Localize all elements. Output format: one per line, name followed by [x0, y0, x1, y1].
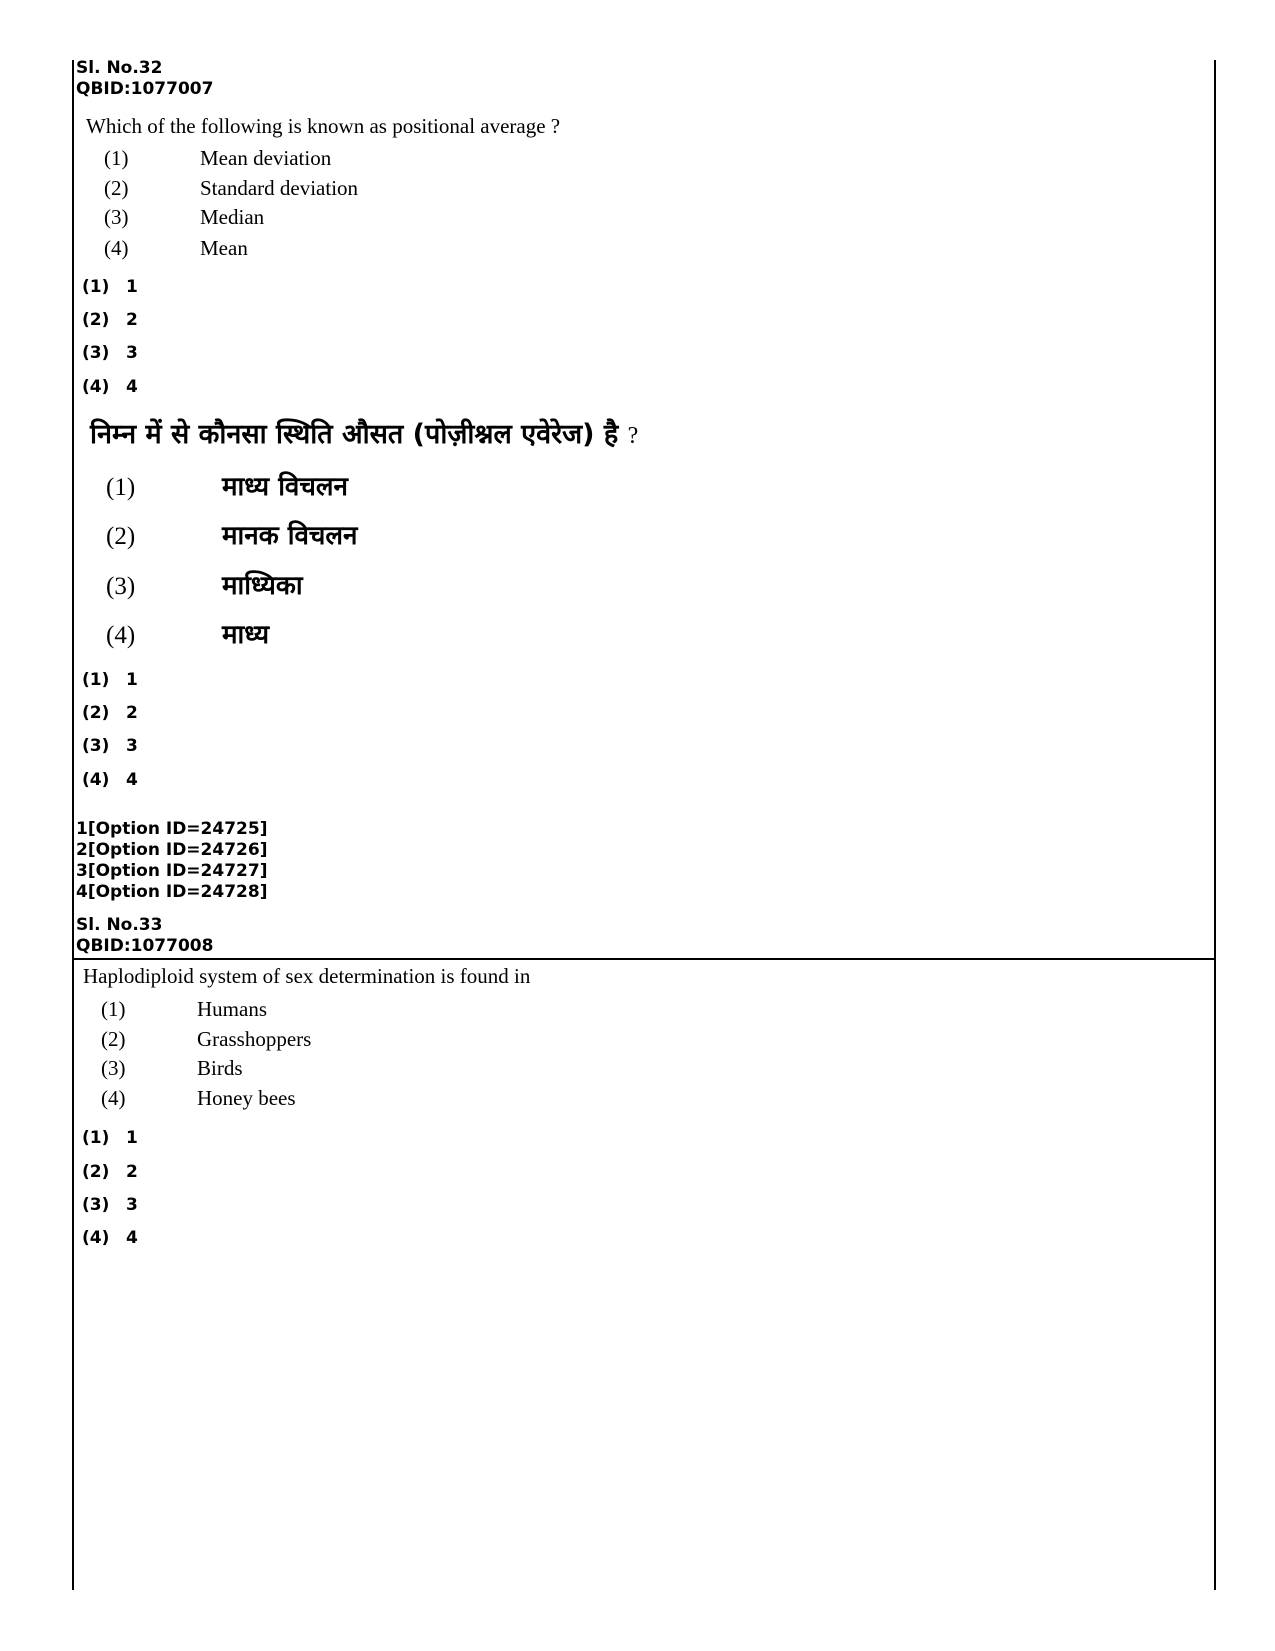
answer-number: (2)	[82, 310, 110, 330]
option-number: (2)	[104, 176, 129, 200]
answer-number: (1)	[82, 1128, 110, 1148]
answer-number: (4)	[82, 377, 110, 397]
answer-value: 4	[126, 1228, 138, 1248]
answer-value: 3	[126, 1195, 138, 1215]
option-text: Birds	[197, 1056, 243, 1080]
option-number: (3)	[106, 573, 136, 600]
option-id-3: 3[Option ID=24727]	[76, 861, 268, 881]
option-text: माध्य विचलन	[222, 472, 348, 502]
q32-option-en-1	[104, 145, 331, 171]
q33-answer-en-3	[82, 1195, 138, 1216]
option-number: (1)	[101, 997, 126, 1021]
option-id-4: 4[Option ID=24728]	[76, 882, 268, 902]
q32-answer-en-4	[82, 377, 138, 398]
answer-value: 1	[126, 277, 138, 297]
answer-value: 3	[126, 736, 138, 756]
answer-number: (4)	[82, 1228, 110, 1248]
option-text: Mean deviation	[200, 146, 332, 170]
q32-option-hi-4	[106, 619, 269, 652]
q32-qbid: QBID:1077007	[76, 79, 214, 99]
answer-number: (2)	[82, 1162, 110, 1182]
option-number: (4)	[106, 622, 136, 649]
q33-option-en-4	[101, 1085, 296, 1111]
q33-option-en-1	[101, 996, 267, 1022]
q33-qbid: QBID:1077008	[76, 936, 214, 956]
q32-option-en-3	[104, 204, 264, 230]
option-text: Standard deviation	[200, 176, 359, 200]
q32-option-en-2	[104, 175, 358, 201]
option-number: (1)	[104, 146, 129, 170]
option-number: (3)	[104, 205, 129, 229]
q32-answer-hi-2	[82, 703, 138, 724]
option-text: माध्य	[222, 620, 270, 650]
q32-option-hi-2	[106, 520, 358, 553]
q32-option-hi-3	[106, 570, 303, 603]
option-number: (4)	[101, 1086, 126, 1110]
option-text: Honey bees	[197, 1086, 296, 1110]
option-number: (1)	[106, 474, 136, 501]
option-number: (3)	[101, 1056, 126, 1080]
option-id-1: 1[Option ID=24725]	[76, 819, 268, 839]
option-text: माध्यिका	[222, 571, 303, 601]
question-hi-text: निम्न में से कौनसा स्थिति औसत (पोज़ीश्नल एवेरेज) है	[90, 419, 619, 450]
question-divider	[74, 958, 1214, 960]
option-text: Mean	[200, 236, 248, 260]
q33-answer-en-2	[82, 1162, 138, 1183]
answer-value: 4	[126, 377, 138, 397]
q33-answer-en-1	[82, 1128, 138, 1149]
q32-question-en: Which of the following is known as positional average ?	[86, 114, 561, 138]
q32-sl-no: Sl. No.32	[76, 58, 163, 78]
answer-number: (4)	[82, 770, 110, 790]
answer-number: (3)	[82, 736, 110, 756]
q32-answer-en-2	[82, 310, 138, 331]
answer-value: 2	[126, 310, 138, 330]
answer-value: 1	[126, 1128, 138, 1148]
q33-sl-no: Sl. No.33	[76, 915, 163, 935]
q33-option-en-3	[101, 1055, 243, 1081]
option-number: (2)	[101, 1027, 126, 1051]
option-text: मानक विचलन	[222, 521, 358, 551]
answer-number: (3)	[82, 343, 110, 363]
answer-number: (1)	[82, 670, 110, 690]
q32-header	[76, 58, 213, 100]
q32-question-hi	[90, 418, 638, 453]
answer-value: 3	[126, 343, 138, 363]
q32-option-en-4	[104, 235, 248, 261]
q32-answer-hi-4	[82, 770, 138, 791]
option-text: Grasshoppers	[197, 1027, 312, 1051]
answer-number: (2)	[82, 703, 110, 723]
question-mark: ?	[627, 423, 639, 449]
option-text: Median	[200, 205, 265, 229]
q32-option-hi-1	[106, 471, 348, 504]
answer-value: 2	[126, 1162, 138, 1182]
q33-option-en-2	[101, 1026, 311, 1052]
q32-answer-en-1	[82, 277, 138, 298]
q32-answer-hi-1	[82, 670, 138, 691]
answer-value: 4	[126, 770, 138, 790]
q33-answer-en-4	[82, 1228, 138, 1249]
q33-header	[76, 915, 213, 957]
q32-answer-hi-3	[82, 736, 138, 757]
option-number: (2)	[106, 523, 136, 550]
option-text: Humans	[197, 997, 267, 1021]
answer-number: (3)	[82, 1195, 110, 1215]
option-number: (4)	[104, 236, 129, 260]
q32-answer-en-3	[82, 343, 138, 364]
q32-option-ids	[76, 819, 267, 903]
q33-question-en: Haplodiploid system of sex determination is found in	[83, 964, 531, 988]
answer-value: 1	[126, 670, 138, 690]
answer-number: (1)	[82, 277, 110, 297]
answer-value: 2	[126, 703, 138, 723]
option-id-2: 2[Option ID=24726]	[76, 840, 268, 860]
